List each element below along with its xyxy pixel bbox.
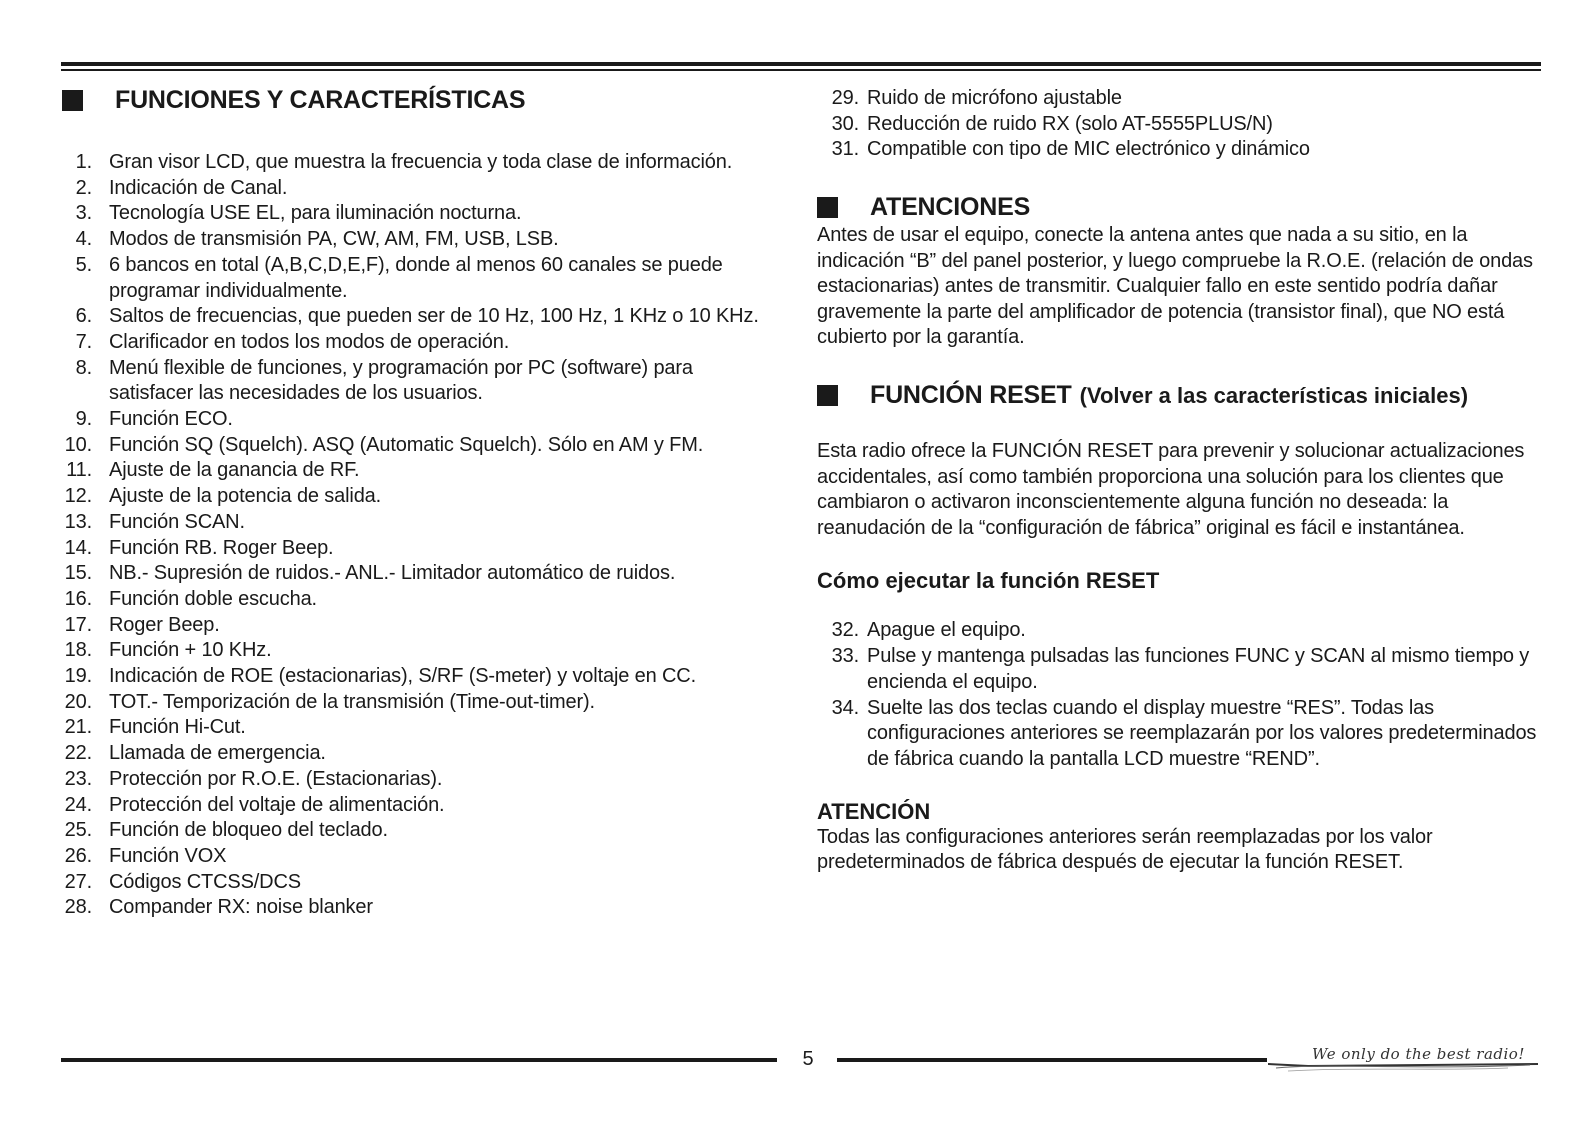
square-bullet-icon (62, 90, 83, 111)
features-title: FUNCIONES Y CARACTERÍSTICAS (115, 86, 526, 114)
item-text: Función de bloqueo del teclado. (109, 819, 388, 842)
slogan-text: We only do the best radio! (1312, 1045, 1525, 1063)
footer-rule-left (61, 1058, 777, 1062)
item-number: 14. (64, 536, 92, 559)
item-number: 3. (75, 202, 92, 225)
list-item (62, 690, 782, 716)
list-item (62, 356, 782, 407)
list-item (62, 741, 782, 767)
item-text: NB.- Supresión de ruidos.- ANL.- Limitador automático de ruidos. (109, 562, 676, 585)
list-item (62, 613, 782, 639)
step-number: 32. (831, 619, 859, 642)
list-item (62, 895, 782, 921)
item-text: Protección del voltaje de alimentación. (109, 793, 445, 816)
item-number: 30. (831, 112, 859, 135)
list-item (62, 407, 782, 433)
item-text: Códigos CTCSS/DCS (109, 870, 301, 893)
item-text: Función Hi-Cut. (109, 716, 246, 739)
item-number: 23. (64, 767, 92, 790)
square-bullet-icon (817, 385, 838, 406)
square-bullet-icon (817, 197, 838, 218)
list-item (62, 201, 782, 227)
page-number: 5 (802, 1048, 814, 1070)
item-text: Protección por R.O.E. (Estacionarias). (109, 767, 443, 790)
note-title: ATENCIÓN (817, 798, 931, 824)
item-number: 17. (64, 613, 92, 636)
list-item (62, 844, 782, 870)
list-item (817, 137, 1542, 163)
list-item (817, 86, 1542, 112)
item-number: 11. (66, 459, 92, 482)
slogan-logo (1268, 1044, 1543, 1080)
item-number: 20. (64, 690, 92, 713)
list-item (62, 767, 782, 793)
item-number: 12. (64, 485, 92, 508)
list-item (62, 484, 782, 510)
item-text: Función doble escucha. (109, 587, 317, 610)
item-text: Indicación de ROE (estacionarias), S/RF (S-meter) y voltaje en CC. (109, 665, 696, 688)
item-number: 26. (64, 844, 92, 867)
list-item (817, 618, 1542, 644)
list-item (62, 227, 782, 253)
list-item (62, 433, 782, 459)
item-text: Ajuste de la ganancia de RF. (109, 459, 360, 482)
step-text: Apague el equipo. (867, 619, 1026, 642)
item-number: 18. (64, 639, 92, 662)
item-text: Modos de transmisión PA, CW, AM, FM, USB, LSB. (109, 228, 559, 251)
item-text: Reducción de ruido RX (solo AT-5555PLUS/N) (867, 112, 1273, 135)
item-text: Función ECO. (109, 408, 233, 431)
features-list-continued (817, 86, 1542, 163)
reset-steps-list (817, 618, 1542, 772)
item-text: TOT.- Temporización de la transmisión (Time-out-timer). (109, 690, 595, 713)
list-item (62, 458, 782, 484)
item-text: Roger Beep. (109, 613, 220, 636)
note-paragraph: Todas las configuraciones anteriores serán reemplazadas por los valor predeterminados de fábrica después de ejecutar la función RESET. (817, 825, 1433, 874)
right-column (817, 86, 1542, 876)
item-number: 5. (75, 253, 92, 276)
item-text: Gran visor LCD, que muestra la frecuencia y toda clase de información. (109, 151, 733, 173)
list-item (62, 715, 782, 741)
item-number: 29. (831, 87, 859, 109)
item-text: Función + 10 KHz. (109, 639, 272, 662)
features-heading (62, 86, 782, 115)
features-list (62, 150, 782, 921)
item-text: Ruido de micrófono ajustable (867, 87, 1122, 109)
item-text: Clarificador en todos los modos de operación. (109, 330, 510, 353)
reset-subtitle: (Volver a las características iniciales) (1079, 382, 1469, 408)
reset-intro: Esta radio ofrece la FUNCIÓN RESET para prevenir y solucionar actualizaciones accidentales, así como también proporciona una solución para los clientes que cambiaron o activaron inconscientemente alguna función no deseada: la reanudación de la “configuración de fábrica” original es fácil e instantánea. (817, 440, 1525, 539)
list-item (62, 793, 782, 819)
item-text: Llamada de emergencia. (109, 742, 326, 765)
list-item (62, 664, 782, 690)
attention-paragraph: Antes de usar el equipo, conecte la antena antes que nada a su sitio, en la indicación “B” del panel posterior, y luego compruebe la R.O.E. (relación de ondas estacionarias) antes de transmitir. Cualquier fallo en este sentido podría dañar gravemente la parte del amplificador de potencia (transistor final), que NO está cubierto por la garantía. (817, 224, 1533, 349)
item-text: Menú flexible de funciones, y programación por PC (software) para satisfacer las necesidades de los usuarios. (109, 356, 693, 405)
item-number: 10. (64, 433, 92, 456)
item-number: 9. (75, 408, 92, 431)
step-text: Pulse y mantenga pulsadas las funciones FUNC y SCAN al mismo tiempo y encienda el equipo. (867, 645, 1530, 693)
item-text: 6 bancos en total (A,B,C,D,E,F), donde al menos 60 canales se puede programar individualmente. (109, 253, 723, 302)
footer-rule-right (837, 1058, 1267, 1062)
top-rule-thick (61, 62, 1541, 66)
list-item (62, 150, 782, 176)
item-text: Función SQ (Squelch). ASQ (Automatic Squelch). Sólo en AM y FM. (109, 433, 704, 456)
list-item (62, 561, 782, 587)
list-item (62, 587, 782, 613)
step-number: 34. (831, 696, 859, 719)
list-item (817, 112, 1542, 138)
item-number: 22. (64, 742, 92, 765)
item-number: 24. (64, 793, 92, 816)
item-number: 28. (64, 896, 92, 919)
list-item (62, 536, 782, 562)
item-number: 7. (75, 330, 92, 353)
item-number: 13. (64, 510, 92, 533)
list-item (62, 330, 782, 356)
item-number: 2. (75, 176, 92, 199)
item-text: Función VOX (109, 844, 227, 867)
list-item (62, 176, 782, 202)
list-item (62, 304, 782, 330)
attention-title: ATENCIONES (870, 193, 1031, 222)
list-item (62, 638, 782, 664)
reset-heading (817, 381, 1542, 410)
item-text: Compatible con tipo de MIC electrónico y dinámico (867, 138, 1310, 161)
item-number: 8. (75, 356, 92, 379)
item-number: 16. (64, 587, 92, 610)
item-number: 4. (75, 228, 92, 251)
list-item (62, 510, 782, 536)
list-item (817, 696, 1542, 773)
step-number: 33. (831, 645, 859, 668)
item-number: 31. (831, 138, 859, 161)
item-number: 15. (64, 562, 92, 585)
item-number: 21. (64, 716, 92, 739)
top-rule-thin (61, 69, 1541, 71)
reset-title: FUNCIÓN RESET (870, 381, 1072, 410)
howto-title: Cómo ejecutar la función RESET (817, 568, 1160, 594)
item-text: Función RB. Roger Beep. (109, 536, 334, 559)
item-text: Indicación de Canal. (109, 176, 288, 199)
step-text: Suelte las dos teclas cuando el display muestre “RES”. Todas las configuraciones anteriores se reemplazarán por los valores predeterminados de fábrica cuando la pantalla LCD muestre “REND”. (867, 696, 1537, 770)
item-text: Compander RX: noise blanker (109, 896, 373, 919)
list-item (62, 870, 782, 896)
item-text: Ajuste de la potencia de salida. (109, 485, 382, 508)
item-text: Función SCAN. (109, 510, 245, 533)
left-column (62, 86, 782, 921)
item-number: 27. (64, 870, 92, 893)
attention-heading (817, 193, 1542, 222)
item-number: 1. (75, 151, 92, 173)
list-item (62, 253, 782, 304)
list-item (817, 644, 1542, 695)
item-text: Saltos de frecuencias, que pueden ser de 10 Hz, 100 Hz, 1 KHz o 10 KHz. (109, 305, 759, 328)
item-number: 25. (64, 819, 92, 842)
list-item (62, 818, 782, 844)
item-number: 19. (64, 665, 92, 688)
item-text: Tecnología USE EL, para iluminación nocturna. (109, 202, 522, 225)
item-number: 6. (75, 305, 92, 328)
